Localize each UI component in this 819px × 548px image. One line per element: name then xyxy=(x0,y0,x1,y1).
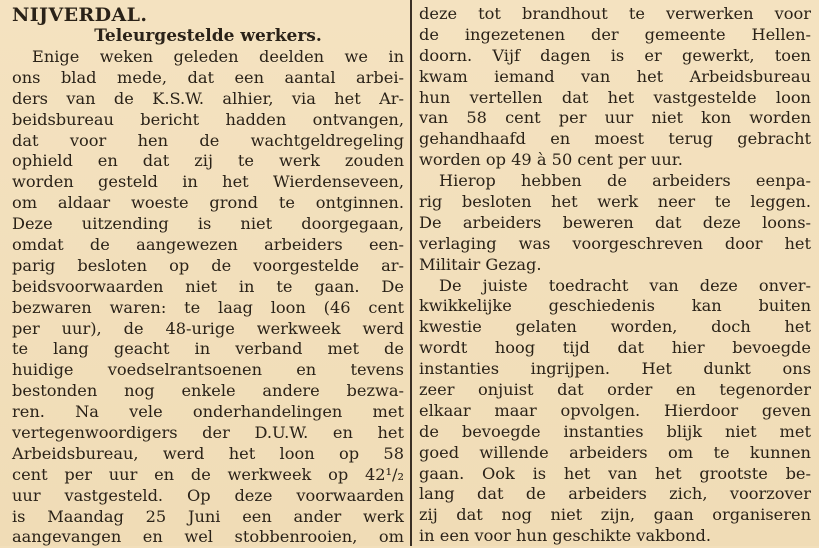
text-line: te lang geacht in verband met de xyxy=(12,339,404,359)
text-line: de bevoegde instanties blijk niet met xyxy=(419,421,811,441)
text-line: zeer onjuist dat order en tegenorder xyxy=(419,380,811,400)
text-line: kwam iemand van het Arbeidsbureau xyxy=(419,66,811,86)
text-line: de ingezetenen der gemeente Hellen- xyxy=(419,24,811,44)
text-line: zij dat nog niet zijn, gaan organiseren xyxy=(419,505,811,525)
text-line: deze tot brandhout te verwerken voor xyxy=(419,4,811,23)
text-line: worden op 49 à 50 cent per uur. xyxy=(419,150,683,170)
text-line: beidsbureau bericht hadden ontvangen, xyxy=(12,109,404,129)
text-line: elkaar maar opvolgen. Hierdoor geven xyxy=(419,400,811,420)
text-line: bestonden nog enkele andere bezwa- xyxy=(12,381,404,401)
text-line: cent per uur en de werkweek op 42¹/₂ xyxy=(12,464,404,484)
text-line: parig besloten op de voorgestelde ar- xyxy=(12,255,404,275)
text-line: De arbeiders beweren dat deze loons- xyxy=(419,212,811,232)
text-line: instanties ingrijpen. Het dunkt ons xyxy=(419,359,811,379)
text-line: gaan. Ook is het van het grootste be- xyxy=(419,463,811,483)
right-column xyxy=(419,4,811,547)
text-line: per uur), de 48-urige werkweek werd xyxy=(12,318,404,338)
text-line: Deze uitzending is niet doorgegaan, xyxy=(12,214,404,234)
text-line: goed willende arbeiders om te kunnen xyxy=(419,442,811,462)
text-line: is Maandag 25 Juni een ander werk xyxy=(12,506,404,526)
text-line: ders van de K.S.W. alhier, via het Ar- xyxy=(12,88,404,108)
text-line: worden gesteld in het Wierdenseveen, xyxy=(12,172,404,192)
text-line: in een voor hun geschikte vakbond. xyxy=(419,526,712,546)
text-line: Enige weken geleden deelden we in xyxy=(32,47,404,66)
text-line: lang dat de arbeiders zich, voorzover xyxy=(419,484,811,504)
text-line: rig besloten het werk neer te leggen. xyxy=(419,192,811,212)
article-headline: NIJVERDAL. xyxy=(12,4,148,26)
text-line: vertegenwoordigers der D.U.W. en het xyxy=(12,423,404,443)
article-subheadline: Teleurgestelde werkers. xyxy=(94,26,322,46)
text-line: aangevangen en wel stobbenrooien, om xyxy=(12,527,404,547)
left-column xyxy=(12,4,404,548)
text-line: Militair Gezag. xyxy=(419,254,542,274)
text-line: wordt hoog tijd dat hier bevoegde xyxy=(419,338,811,358)
text-line: huidige voedselrantsoenen en tevens xyxy=(12,360,404,380)
text-line: omdat de aangewezen arbeiders een- xyxy=(12,235,404,255)
text-line: verlaging was voorgeschreven door het xyxy=(419,233,811,253)
text-line: ophield en dat zij te werk zouden xyxy=(12,151,404,171)
text-line: om aldaar woeste grond te ontginnen. xyxy=(12,193,404,213)
column-divider xyxy=(410,0,412,546)
text-line: Arbeidsbureau, werd het loon op 58 xyxy=(12,443,404,463)
text-line: bezwaren waren: te laag loon (46 cent xyxy=(12,297,404,317)
text-line: van 58 cent per uur niet kon worden xyxy=(419,108,811,128)
text-line: beidsvoorwaarden niet in te gaan. De xyxy=(12,276,404,296)
text-line: kwestie gelaten worden, doch het xyxy=(419,317,811,337)
text-line: ren. Na vele onderhandelingen met xyxy=(12,402,404,422)
text-line: De juiste toedracht van deze onver- xyxy=(439,275,811,295)
text-line: hun vertellen dat het vastgestelde loon xyxy=(419,87,811,107)
text-line: kwikkelijke geschiedenis kan buiten xyxy=(419,296,811,316)
text-line: uur vastgesteld. Op deze voorwaarden xyxy=(12,485,404,505)
text-line: dat voor hen de wachtgeldregeling xyxy=(12,130,404,150)
text-line: doorn. Vijf dagen is er gewerkt, toen xyxy=(419,45,811,65)
text-line: gehandhaafd en moest terug gebracht xyxy=(419,129,811,149)
text-line: ons blad mede, dat een aantal arbei- xyxy=(12,67,404,87)
text-line: Hierop hebben de arbeiders eenpa- xyxy=(439,171,811,191)
